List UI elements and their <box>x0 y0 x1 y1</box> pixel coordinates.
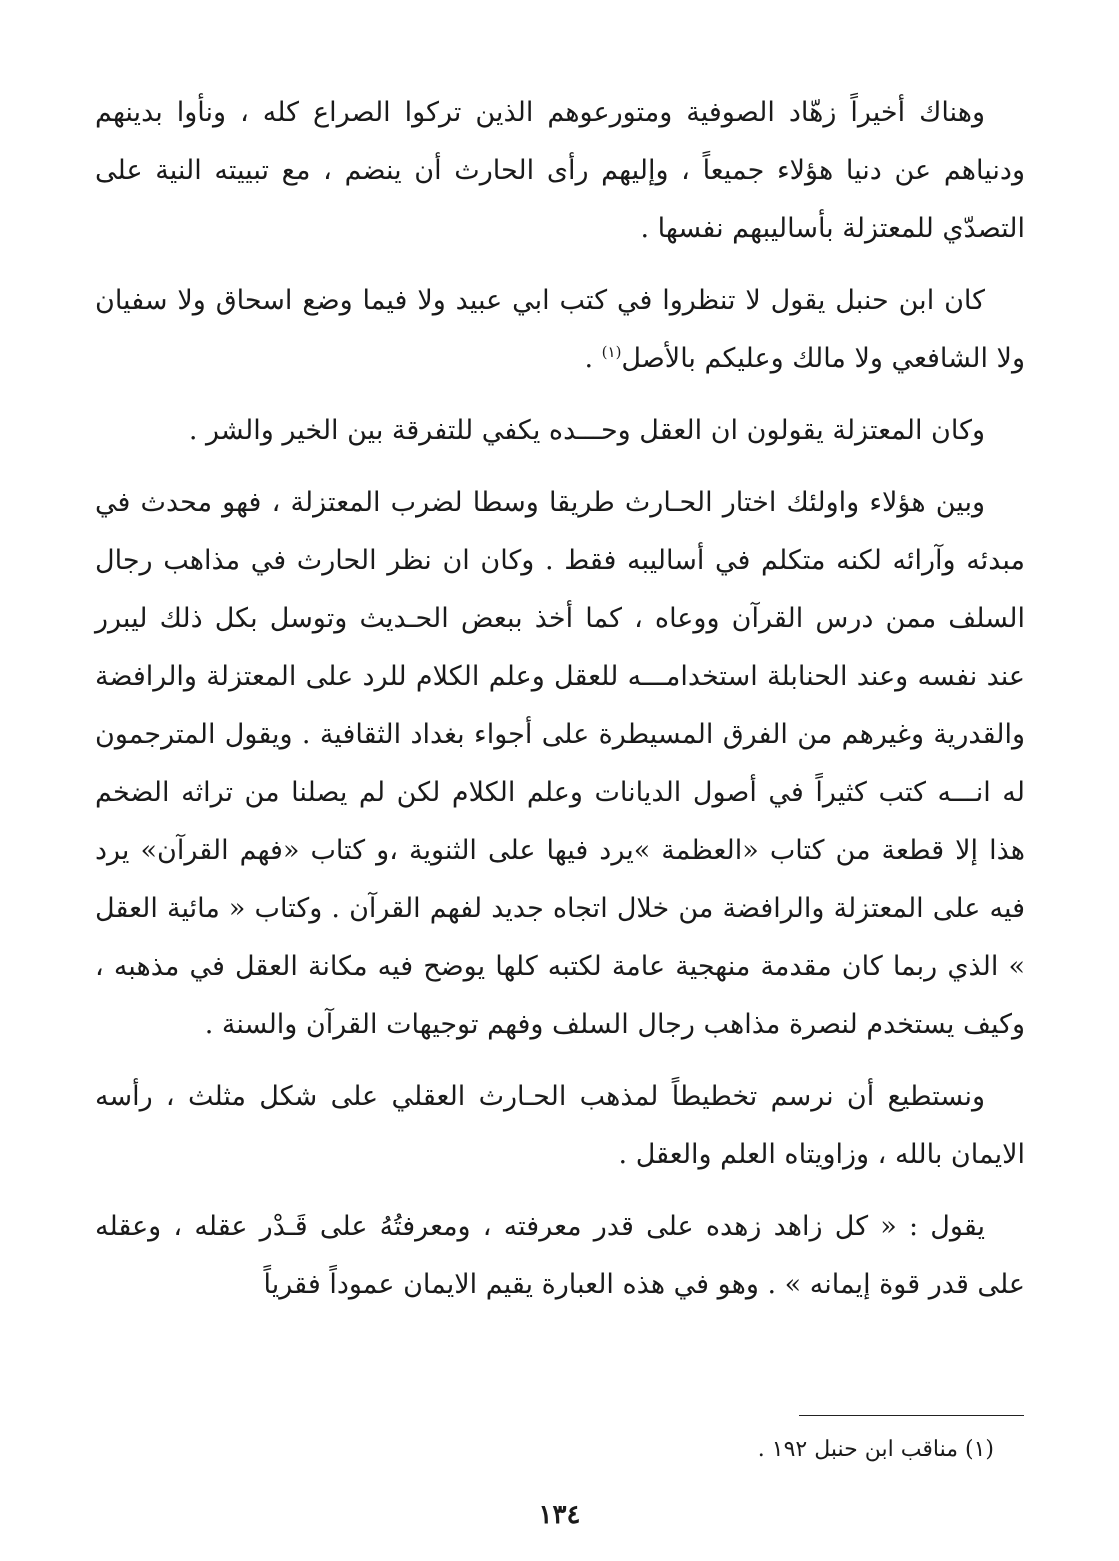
paragraph-ibn-hanbal-quote <box>95 272 1025 388</box>
paragraph-text: كان ابن حنبل يقول لا تنظروا في كتب ابي عبيد ولا فيما وضع اسحاق ولا سفيان ولا الشافعي ولا مالك وعليكم بالأصل <box>95 285 1025 374</box>
footnote <box>194 1430 994 1470</box>
paragraph-text: يقول : « كل زاهد زهده على قدر معرفته ، ومعرفتُهُ على قَـدْر عقله ، وعقله على قدر قوة إيمانه » . وهو في هذه العبارة يقيم الايمان عموداً فقرياً <box>95 1211 1025 1300</box>
paragraph-harith-middle-path <box>95 474 1025 1054</box>
paragraph-ascetic-quote <box>95 1198 1025 1314</box>
paragraph-triangle-scheme <box>95 1068 1025 1184</box>
paragraph-tail: . <box>584 343 602 374</box>
page-number: ١٣٤ <box>538 1500 581 1530</box>
paragraph-text: وكان المعتزلة يقولون ان العقل وحـــده يكفي للتفرقة بين الخير والشر . <box>188 415 985 446</box>
footnote-text: (١) مناقب ابن حنبل ١٩٢ . <box>757 1437 994 1462</box>
paragraph-text: وهناك أخيراً زهّاد الصوفية ومتورعوهم الذين تركوا الصراع كله ، ونأوا بدينهم ودنياهم عن دنيا هؤلاء جميعاً ، وإليهم رأى الحارث أن ينضم ، مع تبييته النية على التصدّي للمعتزلة بأساليبهم نفسها . <box>95 97 1025 244</box>
page-body <box>95 84 1025 1328</box>
paragraph-text: ونستطيع أن نرسم تخطيطاً لمذهب الحـارث العقلي على شكل مثلث ، رأسه الايمان بالله ، وزاويتاه العلم والعقل . <box>95 1081 1025 1170</box>
paragraph-mutazila-reason <box>95 402 1025 460</box>
paragraph-sufis <box>95 84 1025 258</box>
footnote-reference[interactable]: (١) <box>601 343 622 361</box>
footnote-divider <box>799 1415 1024 1416</box>
paragraph-text: وبين هؤلاء واولئك اختار الحـارث طريقا وسطا لضرب المعتزلة ، فهو محدث في مبدئه وآرائه لكنه متكلم في أساليبه فقط . وكان ان نظر الحارث في مذاهب رجال السلف ممن درس القرآن ووعاه ، كما أخذ ببعض الحـديث وتوسل بكل ذلك ليبرر عند نفسه وعند الحنابلة استخدامـــه للعقل وعلم الكلام للرد على المعتزلة والرافضة والقدرية وغيرهم من الفرق المسيطرة على أجواء بغداد الثقافية . ويقول المترجمون له انـــه كتب كثيراً في أصول الديانات وعلم الكلام لكن لم يصلنا من تراثه الضخم هذا إلا قطعة من كتاب «العظمة »يرد فيها على الثنوية ،و كتاب «فهم القرآن» يرد فيه على المعتزلة والرافضة من خلال اتجاه جديد لفهم القرآن . وكتاب « مائية العقل » الذي ربما كان مقدمة منهجية عامة لكتبه كلها يوضح فيه مكانة العقل في مذهبه ، وكيف يستخدم لنصرة مذاهب رجال السلف وفهم توجيهات القرآن والسنة . <box>95 487 1025 1040</box>
